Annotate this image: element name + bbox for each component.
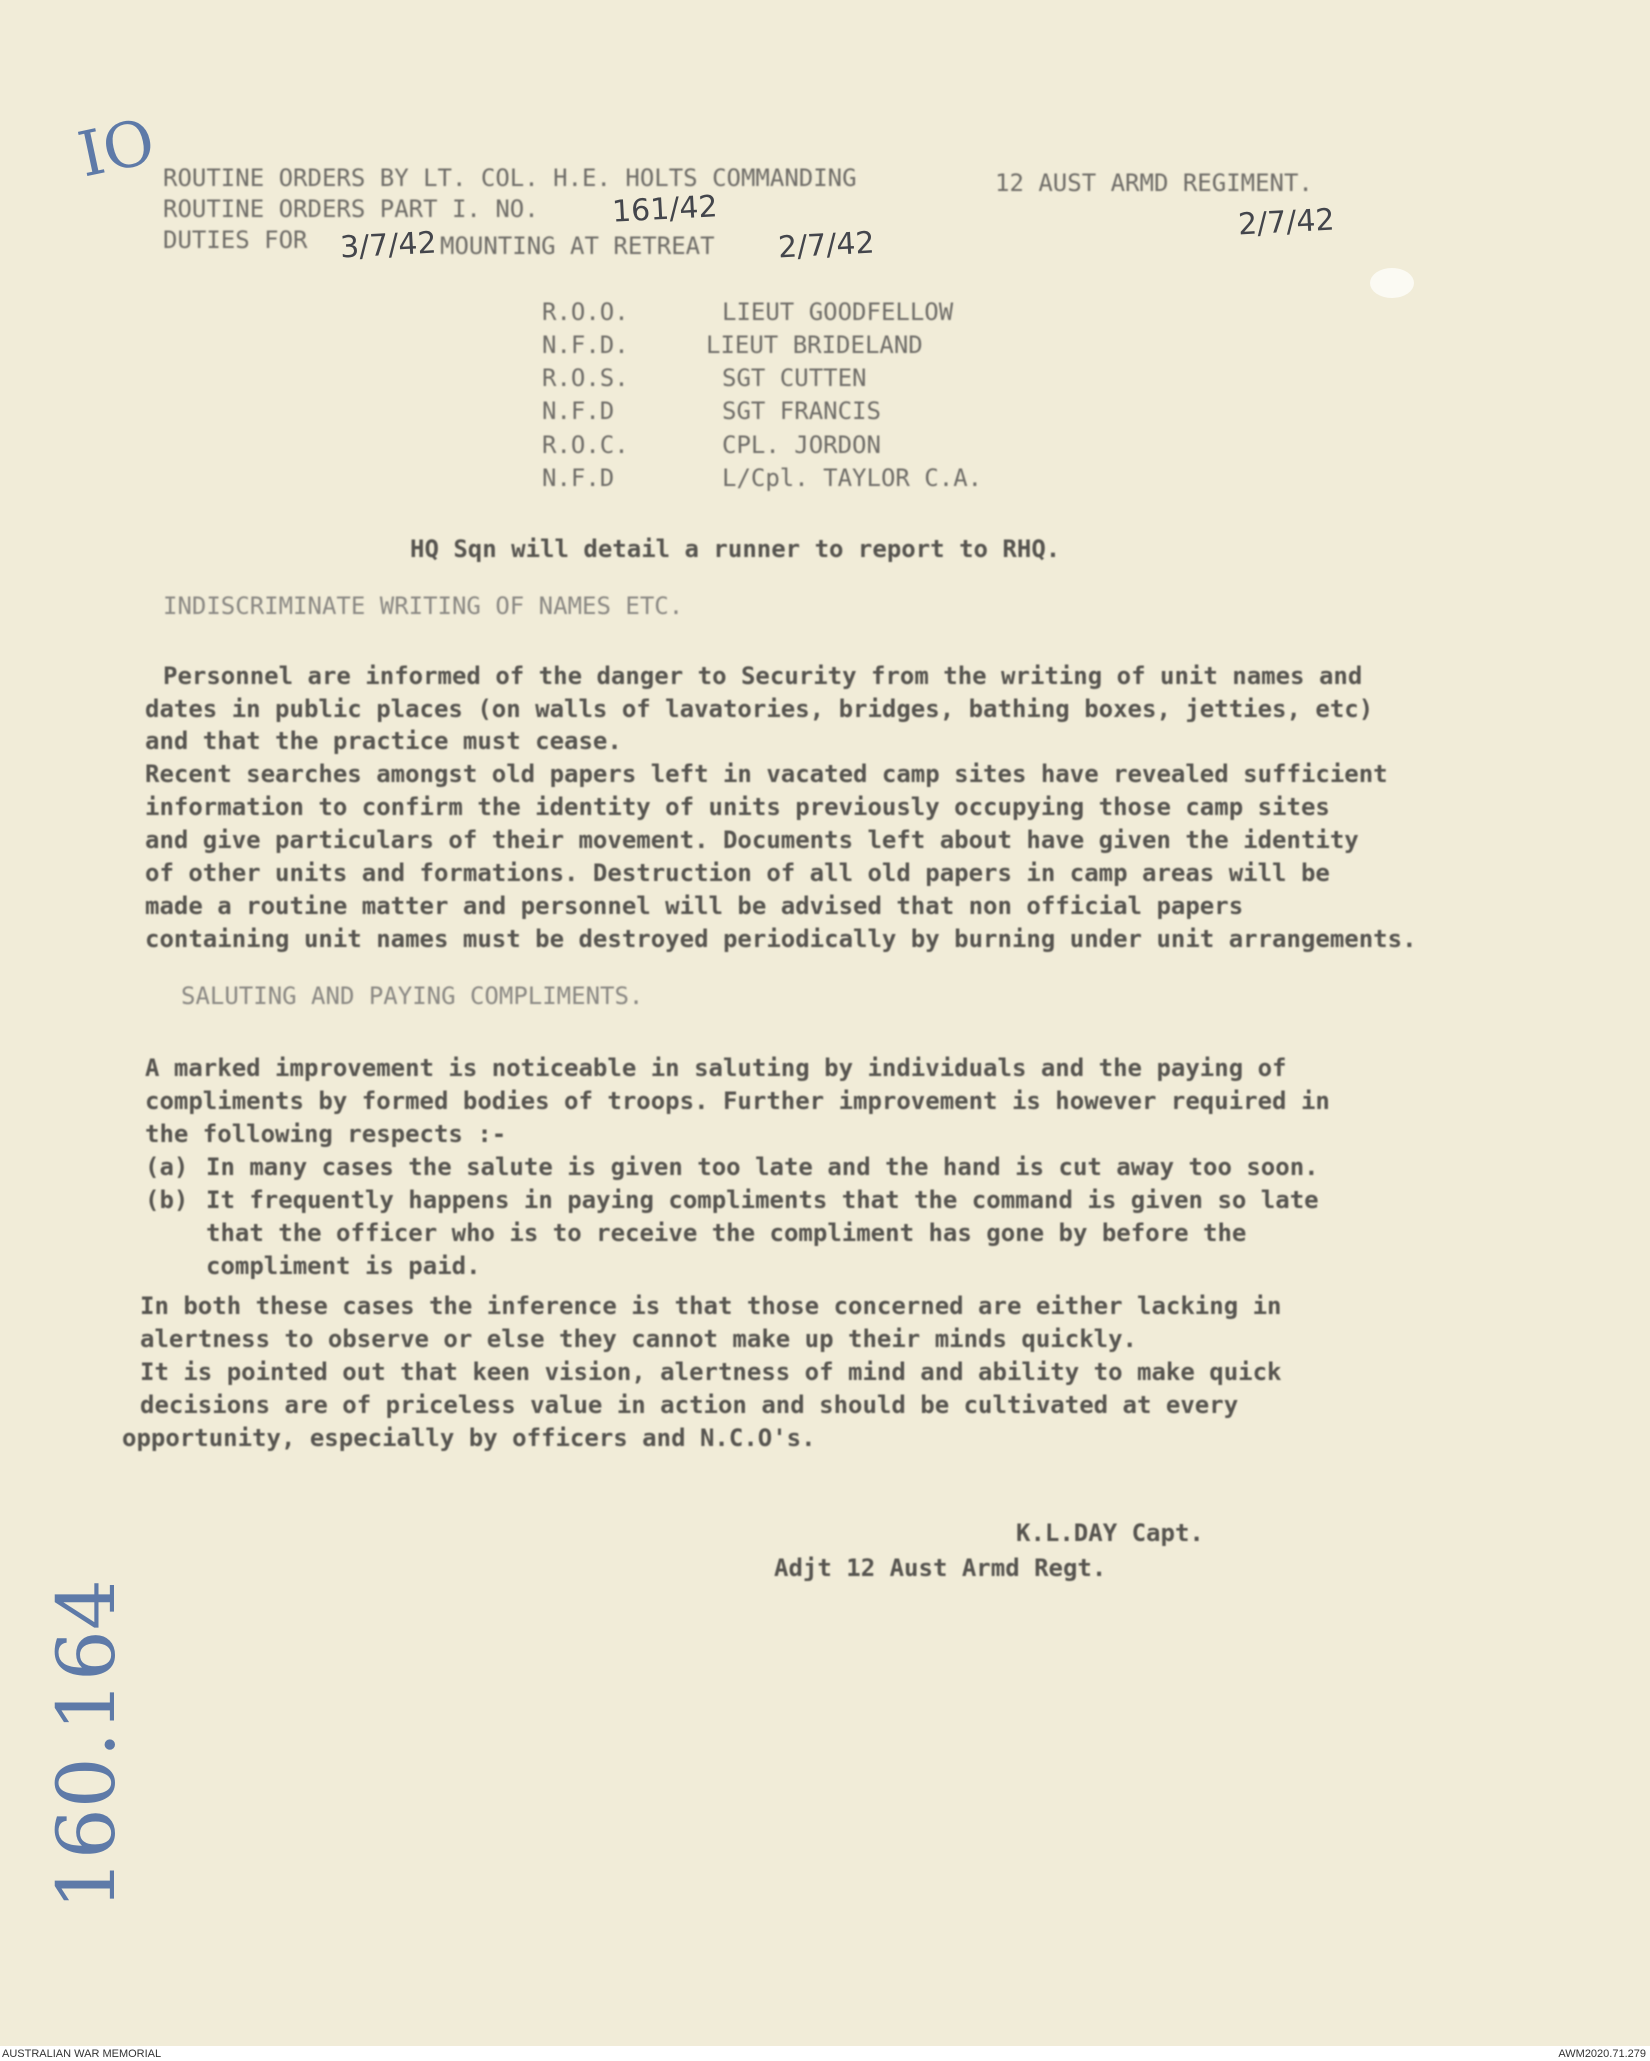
body-line: the following respects :-: [145, 1120, 507, 1148]
duty-role: N.F.D: [542, 397, 615, 425]
body-line: made a routine matter and personnel will be advised that non official papers: [145, 892, 1244, 920]
header-line-3-a: DUTIES FOR: [163, 226, 308, 254]
duty-name: CPL. JORDON: [722, 431, 881, 459]
handwritten-duty-date: 3/7/42: [339, 225, 438, 266]
handwritten-date: 2/7/42: [1237, 202, 1336, 243]
header-line-3-b: MOUNTING AT RETREAT: [440, 232, 715, 260]
duty-role: N.F.D: [542, 464, 615, 492]
list-item-text: compliment is paid.: [206, 1252, 481, 1280]
list-item-text: In many cases the salute is given too late and the hand is cut away too soon.: [206, 1153, 1319, 1181]
header-unit: 12 AUST ARMD REGIMENT.: [995, 169, 1313, 197]
duty-name: SGT FRANCIS: [722, 397, 881, 425]
signature-title: Adjt 12 Aust Armd Regt.: [774, 1554, 1107, 1582]
body-line: information to confirm the identity of units previously occupying those camp sites: [145, 793, 1330, 821]
list-item-label: (a): [145, 1153, 189, 1181]
list-item-text: that the officer who is to receive the compliment has gone by before the: [206, 1219, 1247, 1247]
runner-note: HQ Sqn will detail a runner to report to RHQ.: [410, 535, 1061, 563]
duty-role: N.F.D.: [542, 331, 629, 359]
body-line: A marked improvement is noticeable in saluting by individuals and the paying of: [145, 1054, 1287, 1082]
body-line: Recent searches amongst old papers left in vacated camp sites have revealed sufficient: [145, 760, 1388, 788]
body-line: and give particulars of their movement. Documents left about have given the identity: [145, 826, 1359, 854]
duty-name: L/Cpl. TAYLOR C.A.: [722, 464, 983, 492]
duty-role: R.O.S.: [542, 364, 629, 392]
signature-name: K.L.DAY Capt.: [1016, 1519, 1204, 1547]
body-line: and that the practice must cease.: [145, 727, 622, 755]
header-line-2: ROUTINE ORDERS PART I. NO.: [163, 195, 539, 223]
body-line: of other units and formations. Destruction of all old papers in camp areas will be: [145, 859, 1330, 887]
body-line: containing unit names must be destroyed periodically by burning under unit arrangements.: [145, 925, 1417, 953]
duty-name: SGT CUTTEN: [722, 364, 867, 392]
body-line: opportunity, especially by officers and N.C.O's.: [122, 1424, 816, 1452]
body-line: Personnel are informed of the danger to Security from the writing of unit names and: [163, 662, 1363, 690]
list-item-text: It frequently happens in paying compliments that the command is given so late: [206, 1186, 1319, 1214]
handwritten-mount-date: 2/7/42: [777, 225, 876, 266]
list-item-label: (b): [145, 1186, 189, 1214]
body-line: decisions are of priceless value in action and should be cultivated at every: [140, 1391, 1239, 1419]
footer-archive-name: AUSTRALIAN WAR MEMORIAL: [2, 2048, 162, 2060]
duty-name: LIEUT BRIDELAND: [706, 331, 923, 359]
section-heading-saluting: SALUTING AND PAYING COMPLIMENTS.: [181, 982, 644, 1010]
duty-role: R.O.C.: [542, 431, 629, 459]
duty-name: LIEUT GOODFELLOW: [722, 298, 954, 326]
handwritten-annotation-top: IO: [72, 104, 161, 192]
duty-role: R.O.O.: [542, 298, 629, 326]
body-line: It is pointed out that keen vision, alertness of mind and ability to make quick: [140, 1358, 1282, 1386]
body-line: compliments by formed bodies of troops. Further improvement is however required in: [145, 1087, 1330, 1115]
body-line: alertness to observe or else they cannot make up their minds quickly.: [140, 1325, 1137, 1353]
paper-stain: [1370, 268, 1414, 298]
footer-accession-number: AWM2020.71.279: [1558, 2048, 1646, 2060]
handwritten-margin-number: 160.164: [40, 1579, 133, 1910]
handwritten-order-number: 161/42: [611, 189, 719, 230]
body-line: In both these cases the inference is that those concerned are either lacking in: [140, 1292, 1282, 1320]
section-heading-names: INDISCRIMINATE WRITING OF NAMES ETC.: [163, 592, 684, 620]
header-line-1: ROUTINE ORDERS BY LT. COL. H.E. HOLTS COMMANDING: [163, 164, 857, 192]
body-line: dates in public places (on walls of lavatories, bridges, bathing boxes, jetties, etc): [145, 695, 1374, 723]
